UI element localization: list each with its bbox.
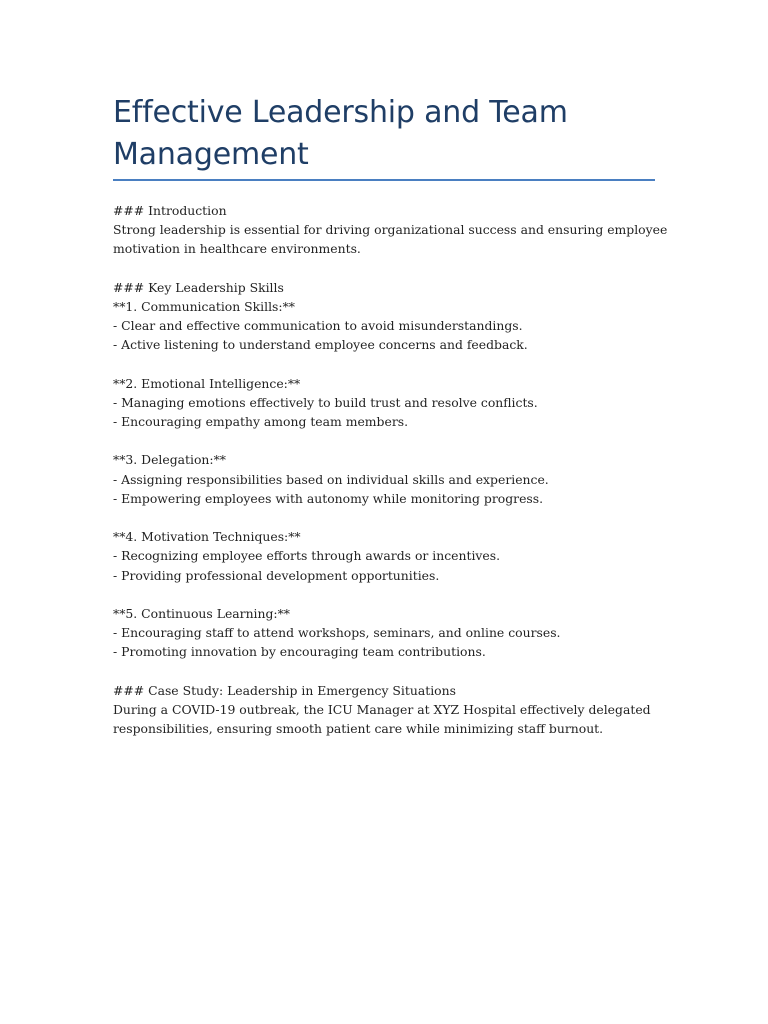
skill-heading: **5. Continuous Learning:**: [113, 605, 291, 621]
paragraph-line: responsibilities, ensuring smooth patient care while minimizing staff burnout.: [113, 721, 604, 737]
document-body: [113, 201, 668, 738]
paragraph-line: Strong leadership is essential for driving organizational success and ensuring employee: [113, 222, 668, 238]
list-item: - Encouraging empathy among team members.: [113, 414, 409, 430]
list-item: - Managing emotions effectively to build trust and resolve conflicts.: [113, 394, 538, 410]
blank-line: [113, 662, 658, 681]
list-item: - Recognizing employee efforts through awards or incentives.: [113, 548, 501, 564]
list-item: - Active listening to understand employee concerns and feedback.: [113, 337, 528, 353]
heading-key-leadership-skills: ### Key Leadership Skills: [113, 279, 284, 295]
blank-line: [113, 355, 658, 374]
blank-line: [113, 259, 658, 278]
heading-introduction: ### Introduction: [113, 203, 227, 218]
list-item: - Clear and effective communication to avoid misunderstandings.: [113, 318, 523, 334]
list-item: - Empowering employees with autonomy while monitoring progress.: [113, 490, 544, 506]
skill-heading: **2. Emotional Intelligence:**: [113, 375, 301, 391]
blank-line: [113, 508, 658, 527]
document-page: [113, 92, 668, 738]
skill-heading: **3. Delegation:**: [113, 452, 226, 468]
blank-line: [113, 431, 658, 450]
document-title: [113, 92, 658, 176]
list-item: - Assigning responsibilities based on individual skills and experience.: [113, 471, 549, 487]
list-item: - Promoting innovation by encouraging team contributions.: [113, 644, 486, 660]
paragraph-line: During a COVID-19 outbreak, the ICU Manager at XYZ Hospital effectively delegated: [113, 701, 651, 717]
list-item: - Providing professional development opportunities.: [113, 567, 440, 583]
blank-line: [113, 585, 658, 604]
list-item: - Encouraging staff to attend workshops, seminars, and online courses.: [113, 625, 561, 641]
title-line-2: Management: [113, 137, 309, 172]
skill-heading: **4. Motivation Techniques:**: [113, 529, 301, 545]
title-line-1: Effective Leadership and Team: [113, 95, 568, 130]
heading-case-study: ### Case Study: Leadership in Emergency Situations: [113, 682, 456, 698]
title-underline-rule: [113, 179, 655, 181]
skill-heading: **1. Communication Skills:**: [113, 298, 295, 314]
paragraph-line: motivation in healthcare environments.: [113, 241, 361, 257]
